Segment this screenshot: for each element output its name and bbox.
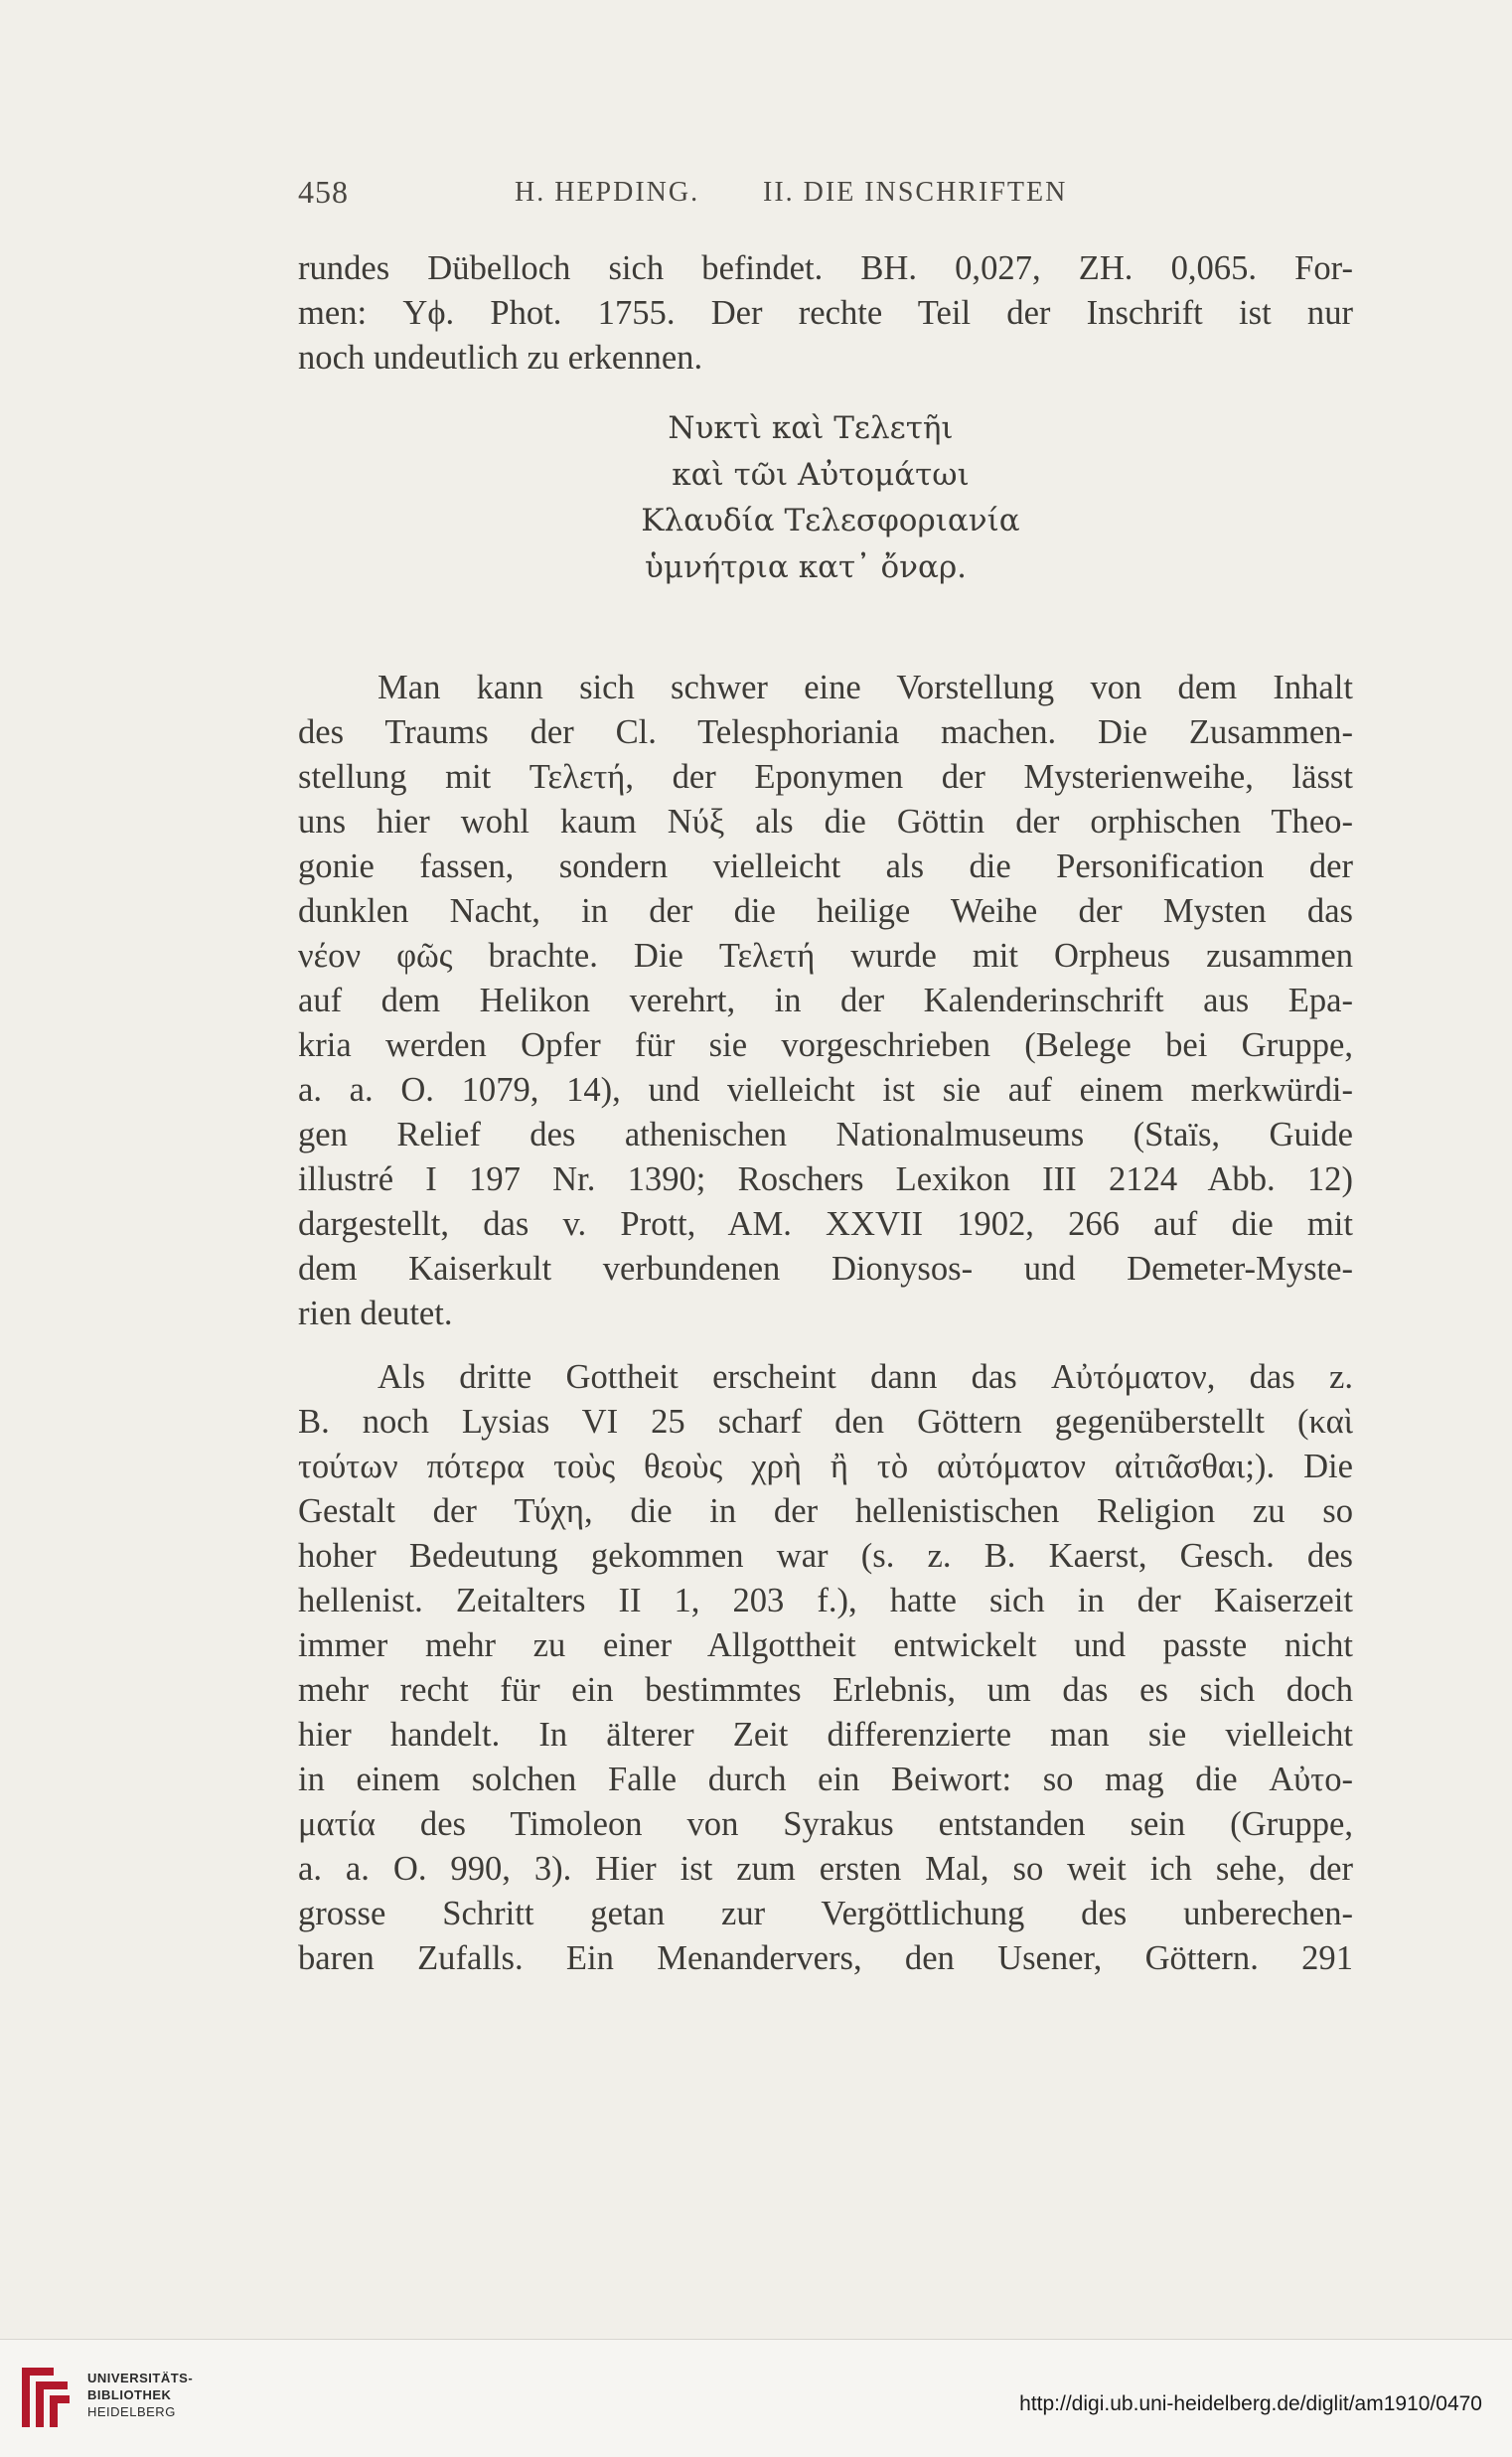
library-name xyxy=(87,2370,193,2420)
text-line: hier handelt. In älterer Zeit differenzierte man sie vielleicht xyxy=(298,1716,1353,1754)
paragraph-1 xyxy=(298,666,1353,1336)
library-name-line: UNIVERSITÄTS- xyxy=(87,2371,194,2385)
text-line: stellung mit Τελετή, der Eponymen der Mysterienweihe, lässt xyxy=(298,758,1353,796)
inscription-line: Νυκτὶ καὶ Τελετῆι xyxy=(668,410,954,446)
text-line: in einem solchen Falle durch ein Beiwort: so mag die Αὐτο- xyxy=(298,1761,1353,1798)
top-paragraph xyxy=(298,246,1353,381)
inscription-line: καὶ τῶι Αὐτομάτωι xyxy=(672,456,970,493)
inscription-block xyxy=(298,405,1353,590)
text-line: baren Zufalls. Ein Menandervers, den Usener, Göttern. 291 xyxy=(298,1939,1353,1977)
running-head-author: H. HEPDING. xyxy=(515,177,700,208)
text-line: noch undeutlich zu erkennen. xyxy=(298,339,703,377)
text-line: grosse Schritt getan zur Vergöttlichung des unberechen- xyxy=(298,1895,1353,1932)
page-number: 458 xyxy=(298,174,349,210)
text-line: Als dritte Gottheit erscheint dann das Αὐτόματον, das z. xyxy=(378,1358,1353,1396)
inscription-line: ὑμνήτρια κατ᾽ ὄναρ. xyxy=(644,548,968,585)
text-line: hoher Bedeutung gekommen war (s. z. B. Kaerst, Gesch. des xyxy=(298,1537,1353,1575)
text-line: a. a. O. 1079, 14), und vielleicht ist sie auf einem merkwürdi- xyxy=(298,1071,1353,1109)
paragraph-2 xyxy=(298,1355,1353,1981)
text-line: dunklen Nacht, in der die heilige Weihe der Mysten das xyxy=(298,892,1353,930)
text-line: rundes Dübelloch sich befindet. BH. 0,027, ZH. 0,065. For- xyxy=(298,249,1353,287)
text-line: dem Kaiserkult verbundenen Dionysos- und Demeter-Myste- xyxy=(298,1250,1353,1288)
text-line: illustré I 197 Nr. 1390; Roschers Lexikon III 2124 Abb. 12) xyxy=(298,1160,1353,1198)
text-line: gonie fassen, sondern vielleicht als die Personification der xyxy=(298,847,1353,885)
text-line: τούτων πότερα τοὺς θεοὺς χρὴ ἢ τὸ αὐτόματον αἰτιᾶσθαι;). Die xyxy=(298,1448,1353,1485)
text-line: uns hier wohl kaum Νύξ als die Göttin der orphischen Theo- xyxy=(298,803,1353,841)
text-line: men: Υϕ. Phot. 1755. Der rechte Teil der Inschrift ist nur xyxy=(298,294,1353,332)
text-line: ματία des Timoleon von Syrakus entstanden sein (Gruppe, xyxy=(298,1805,1353,1843)
library-name-line: BIBLIOTHEK xyxy=(87,2387,172,2402)
text-line: Gestalt der Τύχη, die in der hellenistischen Religion zu so xyxy=(298,1492,1353,1530)
text-line: hellenist. Zeitalters II 1, 203 f.), hatte sich in der Kaiserzeit xyxy=(298,1582,1353,1619)
library-logo-icon[interactable] xyxy=(14,2362,77,2437)
text-line: B. noch Lysias VI 25 scharf den Göttern gegenüberstellt (καὶ xyxy=(298,1403,1353,1441)
text-line: des Traums der Cl. Telesphoriania machen. Die Zusammen- xyxy=(298,713,1353,751)
text-line: a. a. O. 990, 3). Hier ist zum ersten Mal, so weit ich sehe, der xyxy=(298,1850,1353,1888)
source-url-link[interactable]: http://digi.ub.uni-heidelberg.de/diglit/am1910/0470 xyxy=(1019,2392,1482,2415)
text-line: Man kann sich schwer eine Vorstellung von dem Inhalt xyxy=(378,669,1353,706)
text-line: mehr recht für ein bestimmtes Erlebnis, um das es sich doch xyxy=(298,1671,1353,1709)
digitization-footer xyxy=(0,2339,1512,2457)
text-line: immer mehr zu einer Allgottheit entwickelt und passte nicht xyxy=(298,1626,1353,1664)
running-head-section: II. DIE INSCHRIFTEN xyxy=(763,177,1068,208)
library-name-line: HEIDELBERG xyxy=(87,2404,176,2419)
text-line: gen Relief des athenischen Nationalmuseums (Staïs, Guide xyxy=(298,1116,1353,1153)
text-line: rien deutet. xyxy=(298,1295,453,1332)
text-line: auf dem Helikon verehrt, in der Kalenderinschrift aus Epa- xyxy=(298,982,1353,1019)
text-line: dargestellt, das v. Prott, AM. XXVII 1902, 266 auf die mit xyxy=(298,1205,1353,1243)
text-line: νέον φῶς brachte. Die Τελετή wurde mit Orpheus zusammen xyxy=(298,937,1353,975)
text-line: kria werden Opfer für sie vorgeschrieben (Belege bei Gruppe, xyxy=(298,1026,1353,1064)
inscription-line: Κλαυδία Τελεσφοριανία xyxy=(641,503,1020,538)
